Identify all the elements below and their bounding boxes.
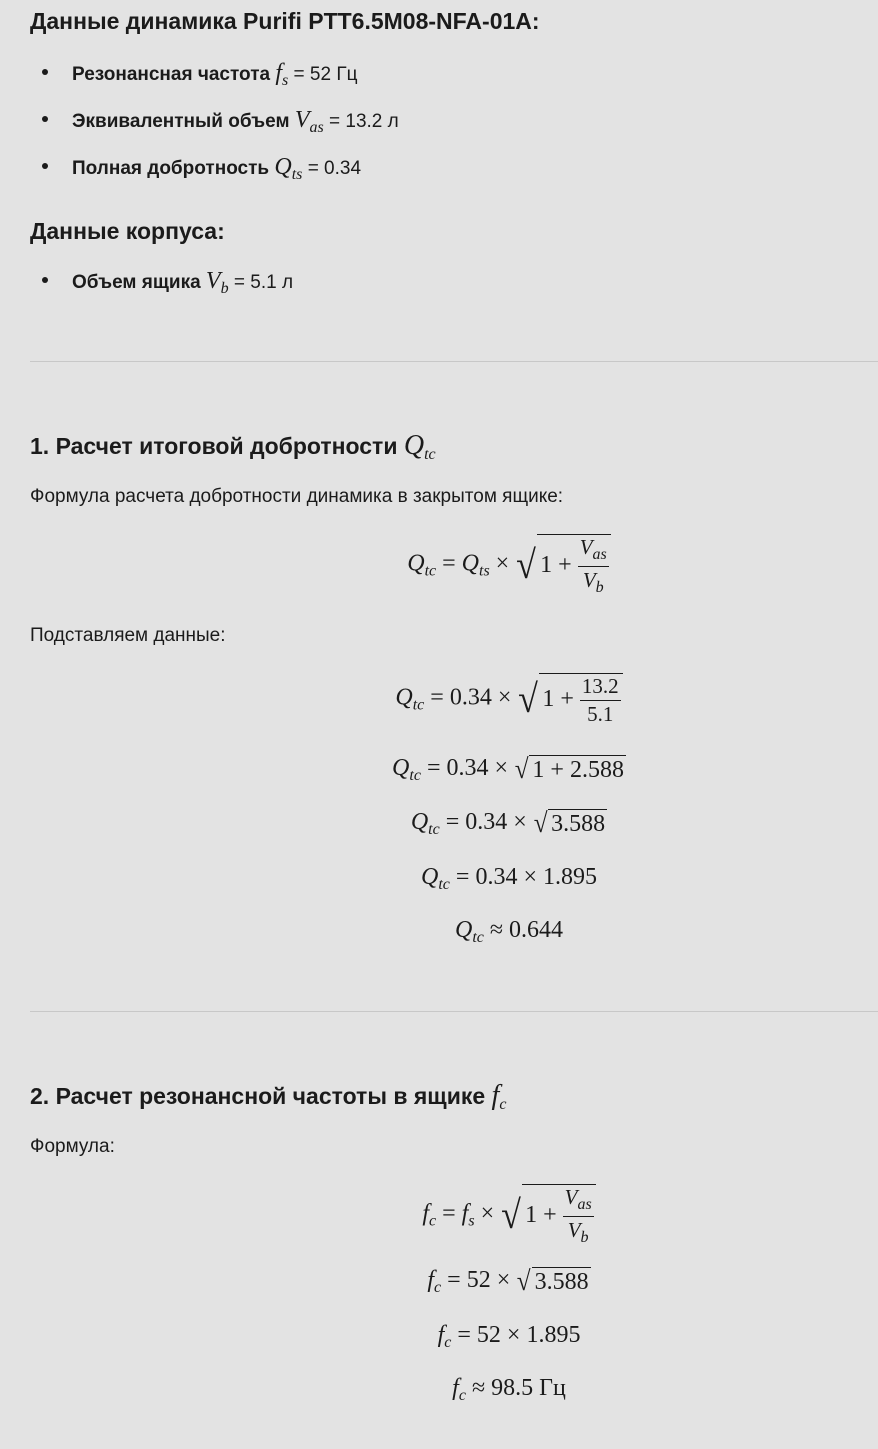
qtc-result: $Q_{tc} \approx 0.644$ <box>454 917 564 946</box>
fc-step-1: $f_c = 52$ × √ 3.588 <box>427 1265 589 1297</box>
qtc-step-2: $Q_{tc} = 0.34$ × √ 1 + 2.588 <box>392 753 624 785</box>
substitute-intro: Подставляем данные: <box>30 625 226 646</box>
qtc-step-1: $Q_{tc} = 0.34$ × √ 1 + $\frac{13.2}{5.1}$ <box>30 673 878 725</box>
driver-heading: Данные динамика Purifi PTT6.5M08-NFA-01A: <box>30 8 540 34</box>
bullet-icon <box>42 163 48 169</box>
bullet-icon <box>42 116 48 122</box>
formula2-intro: Формула: <box>30 1136 115 1157</box>
qtc-step-3: $Q_{tc} = 0.34$ × √ 3.588 <box>410 807 606 839</box>
fc-step-2: $f_c = 52 \times 1.895$ <box>437 1322 581 1351</box>
qtc-step-4: $Q_{tc} = 0.34 \times 1.895$ <box>421 864 597 893</box>
divider <box>30 361 878 362</box>
bullet-icon <box>42 69 48 75</box>
fc-formula: $f_c = f_s$ × √ 1 + $\frac{V_{as}}{V_b}$ <box>30 1184 878 1246</box>
qtc-formula: $Q_{tc} = Q_{ts}$ × √ 1 + $\frac{V_{as}}{V_b}$ <box>30 534 878 596</box>
section2-heading: 2. Расчет резонансной частоты в ящике $f_c$ <box>30 1080 507 1113</box>
section1-heading: 1. Расчет итоговой добротности $Q_{tc}$ <box>30 430 436 463</box>
bullet-icon <box>42 277 48 283</box>
box-heading: Данные корпуса: <box>30 218 225 244</box>
formula-intro: Формула расчета добротности динамика в закрытом ящике: <box>30 486 564 507</box>
fc-result: $f_c \approx 98.5$ Гц <box>452 1375 566 1404</box>
divider <box>30 1011 878 1012</box>
